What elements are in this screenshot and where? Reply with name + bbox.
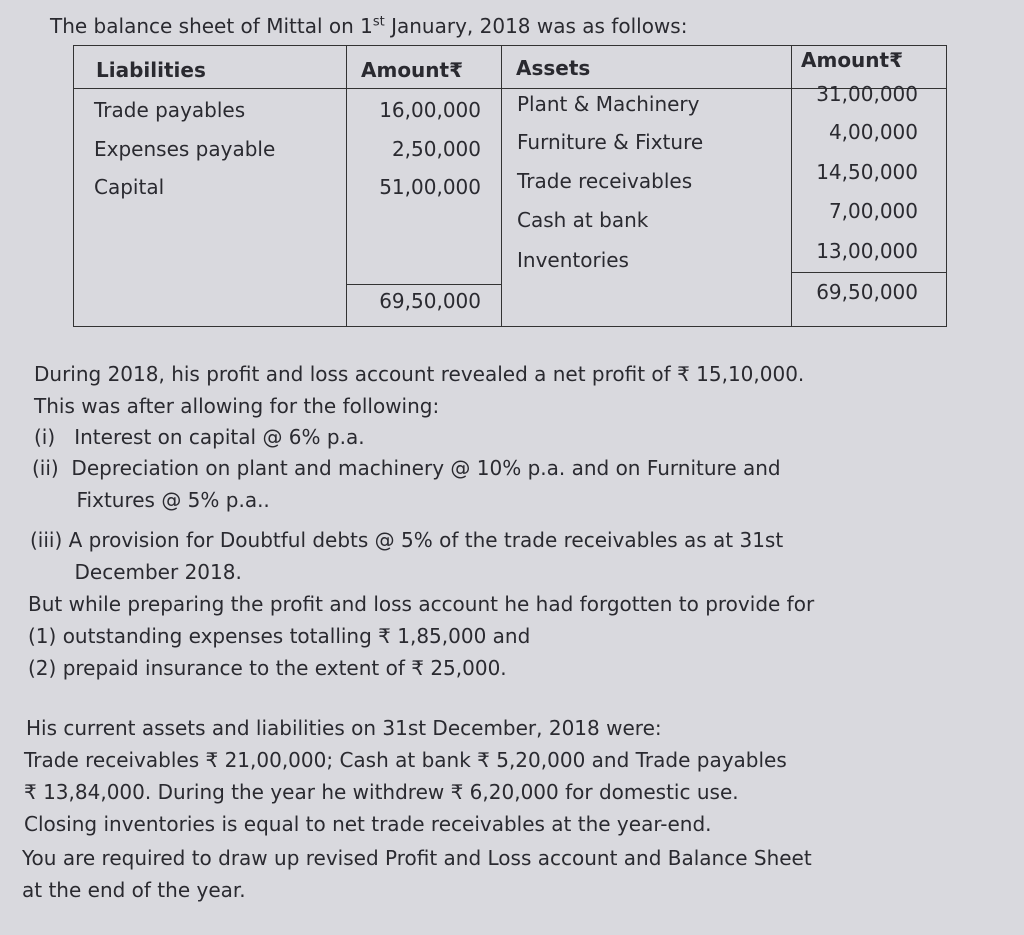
header-assets: Assets (516, 56, 591, 80)
asset-amount: 13,00,000 (816, 239, 918, 263)
liability-amount: 51,00,000 (379, 175, 481, 199)
line: (ii) Depreciation on plant and machinery @ 10% p.a. and on Furniture and (32, 456, 781, 480)
asset-name: Furniture & Fixture (517, 130, 704, 154)
liability-name: Trade payables (94, 98, 246, 122)
balance-sheet-table (73, 45, 947, 327)
liability-amount: 16,00,000 (379, 98, 481, 122)
title-rest: January, 2018 was as follows: (384, 14, 688, 38)
line: (1) outstanding expenses totalling ₹ 1,85,000 and (28, 624, 531, 648)
total-liabilities: 69,50,000 (379, 289, 481, 313)
line: (iii) A provision for Doubtful debts @ 5% of the trade receivables as at 31st (30, 528, 784, 552)
liability-name: Expenses payable (94, 137, 276, 161)
line: During 2018, his profit and loss account revealed a net profit of ₹ 15,10,000. (34, 362, 805, 386)
asset-amount: 31,00,000 (816, 82, 918, 106)
title-sup: st (372, 14, 385, 30)
line: His current assets and liabilities on 31st December, 2018 were: (26, 716, 662, 740)
line: This was after allowing for the following: (34, 394, 440, 418)
line: (i) Interest on capital @ 6% p.a. (34, 425, 365, 449)
line: You are required to draw up revised Profit and Loss account and Balance Sheet (22, 846, 812, 870)
line: But while preparing the profit and loss account he had forgotten to provide for (28, 592, 815, 616)
line: December 2018. (30, 560, 242, 584)
asset-name: Inventories (517, 248, 629, 272)
line: Fixtures @ 5% p.a.. (32, 488, 270, 512)
asset-amount: 7,00,000 (828, 199, 918, 223)
asset-amount: 4,00,000 (828, 120, 918, 144)
header-amount-liabilities: Amount₹ (361, 58, 464, 82)
asset-amount: 14,50,000 (816, 160, 918, 184)
liability-name: Capital (94, 175, 165, 199)
line: at the end of the year. (22, 878, 246, 902)
liability-amount: 2,50,000 (391, 137, 481, 161)
title (50, 14, 687, 38)
line: (2) prepaid insurance to the extent of ₹ 25,000. (28, 656, 507, 680)
divider (346, 284, 501, 285)
header-amount-assets: Amount₹ (801, 48, 904, 72)
line: ₹ 13,84,000. During the year he withdrew ₹ 6,20,000 for domestic use. (24, 780, 739, 804)
header-liabilities: Liabilities (96, 58, 206, 82)
title-text: The balance sheet of Mittal on 1 (50, 14, 373, 38)
asset-name: Trade receivables (517, 169, 693, 193)
total-assets: 69,50,000 (816, 280, 918, 304)
asset-name: Cash at bank (517, 208, 649, 232)
line: Trade receivables ₹ 21,00,000; Cash at bank ₹ 5,20,000 and Trade payables (24, 748, 787, 772)
divider (791, 272, 946, 273)
divider (74, 88, 946, 89)
line: Closing inventories is equal to net trade receivables at the year-end. (24, 812, 712, 836)
asset-name: Plant & Machinery (517, 92, 700, 116)
